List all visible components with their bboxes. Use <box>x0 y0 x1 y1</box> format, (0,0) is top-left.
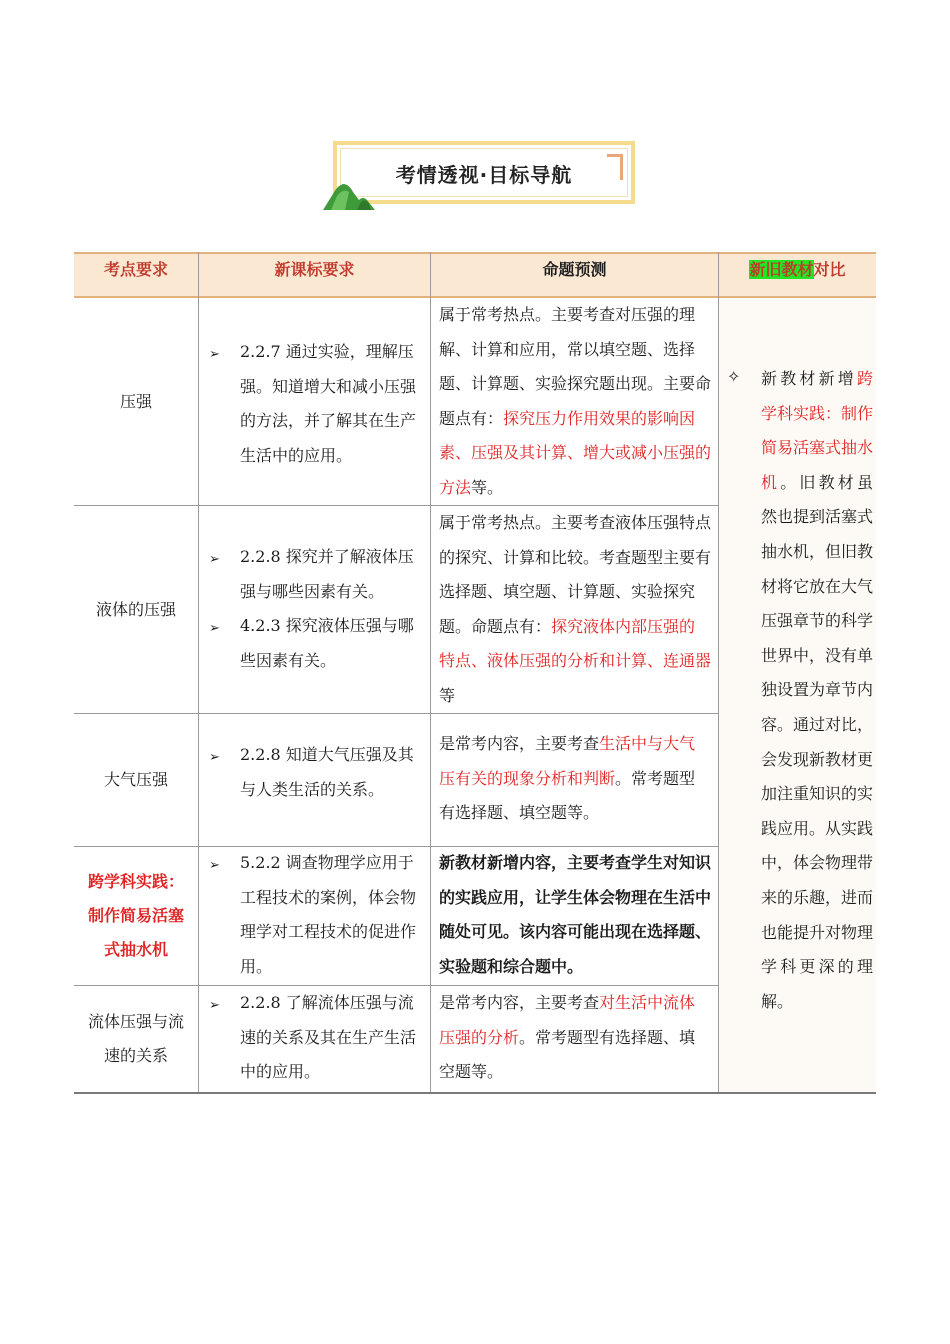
prediction-text <box>439 298 711 506</box>
standard-text: 了解流体压强与流速的关系及其在生产生活中的应用。 <box>240 993 417 1082</box>
standard-item <box>240 609 424 678</box>
arrow-bullet-icon: ➢ <box>209 621 220 636</box>
standard-number: 2.2.8 <box>240 745 281 764</box>
standard-cell <box>199 298 430 505</box>
compare-text-part1: 新教材新增 <box>761 369 857 388</box>
standard-item <box>240 540 424 609</box>
standard-item <box>240 335 424 473</box>
header-compare-tail: 对比 <box>813 260 846 279</box>
standard-text: 探究并了解液体压强与哪些因素有关。 <box>240 547 414 601</box>
compare-text <box>761 362 873 1019</box>
prediction-cell <box>431 714 718 846</box>
prediction-highlight: 生活中与大气压有关的现象分析和判断 <box>439 734 696 788</box>
arrow-bullet-icon: ➢ <box>209 858 220 873</box>
prediction-text <box>439 506 711 714</box>
prediction-segment: 。常考题型有选择题、填空题等。 <box>439 768 696 823</box>
topic-cell: 流体压强与流速的关系 <box>87 1012 184 1065</box>
exam-table <box>74 252 876 1094</box>
prediction-text: 新教材新增内容，主要考查学生对知识的实践应用，让学生体会物理在生活中随处可见。该内容可能出现在选择题、实验题和综合题中。 <box>439 853 712 976</box>
prediction-highlight: 探究压力作用效果的影响因素、压强及其计算、增大或减小压强的方法 <box>439 408 712 497</box>
prediction-cell <box>431 506 718 713</box>
header-topic: 考点要求 <box>74 252 198 298</box>
page-title: 考情透视·目标导航 <box>395 163 573 187</box>
prediction-highlight: 对生活中流体压强的分析 <box>439 993 696 1047</box>
standard-text: 知道大气压强及其与人类生活的关系。 <box>240 745 414 799</box>
standard-number: 2.2.8 <box>240 547 281 566</box>
standard-number: 5.2.2 <box>240 853 281 872</box>
prediction-cell <box>431 298 718 505</box>
topic-cell: 跨学科实践：制作简易活塞式抽水机 <box>87 872 184 959</box>
standard-item <box>240 846 424 984</box>
topic-cell: 液体的压强 <box>95 599 176 619</box>
compare-column <box>719 298 876 1092</box>
compare-text-part3: 。旧教材虽然也提到活塞式抽水机，但旧教材将它放在大气压强章节的科学世界中，没有单独设置为章节内容。通过对比，会发现新教材更加注重知识的实践应用。从实践中，体会物理带来的乐趣，进而也能提升对物理学科更深的理解。 <box>761 472 874 1011</box>
standard-text: 通过实验，理解压强。知道增大和减小压强的方法，并了解其在生产生活中的应用。 <box>240 342 417 465</box>
prediction-segment: 是常考内容，主要考查 <box>439 993 600 1012</box>
standard-cell <box>199 986 430 1092</box>
prediction-text <box>439 727 711 831</box>
header-standard: 新课标要求 <box>199 252 430 298</box>
table-bottom-border <box>74 1092 876 1094</box>
arrow-bullet-icon: ➢ <box>209 750 220 765</box>
arrow-bullet-icon: ➢ <box>209 998 220 1013</box>
prediction-cell <box>431 847 718 985</box>
mountain-icon <box>323 180 375 210</box>
compare-text-highlight: 跨学科实践：制作简易活塞式抽水机 <box>761 369 874 492</box>
prediction-segment: 属于常考热点。主要考查液体压强特点的探究、计算和比较。考查题型主要有选择题、填空题、计算题、实验探究题。命题点有： <box>439 513 712 636</box>
prediction-segment: 。常考题型有选择题、填空题等。 <box>439 1027 696 1082</box>
banner-corner-mark-vertical <box>620 154 623 180</box>
prediction-segment: 是常考内容，主要考查 <box>439 734 600 753</box>
standard-item <box>240 738 424 807</box>
standard-item <box>240 986 424 1090</box>
standard-cell <box>199 847 430 985</box>
header-compare-highlight: 新旧教材 <box>749 260 814 279</box>
prediction-text <box>439 986 711 1090</box>
title-banner <box>333 141 635 204</box>
standard-text: 调查物理学应用于工程技术的案例，体会物理学对工程技术的促进作用。 <box>240 853 417 976</box>
column-divider <box>718 252 719 1094</box>
header-compare <box>719 252 876 298</box>
header-prediction: 命题预测 <box>431 252 718 298</box>
standard-number: 2.2.8 <box>240 993 281 1012</box>
prediction-segment: 等。 <box>471 477 504 497</box>
topic-cell: 大气压强 <box>103 770 168 789</box>
prediction-highlight: 探究液体内部压强的特点、液体压强的分析和计算、连通器 <box>439 616 712 671</box>
prediction-segment: 属于常考热点。主要考查对压强的理解、计算和应用，常以填空题、选择题、计算题、实验探究题出现。主要命题点有： <box>439 305 712 428</box>
standard-cell <box>199 714 430 846</box>
arrow-bullet-icon: ➢ <box>209 347 220 362</box>
sparkle-bullet-icon: ✧ <box>727 367 741 386</box>
prediction-cell <box>431 986 718 1092</box>
standard-text: 探究液体压强与哪些因素有关。 <box>240 616 414 670</box>
standard-number: 4.2.3 <box>240 616 281 635</box>
topic-cell: 压强 <box>119 391 152 411</box>
prediction-segment: 等 <box>439 685 456 705</box>
standard-cell <box>199 506 430 713</box>
arrow-bullet-icon: ➢ <box>209 552 220 567</box>
standard-number: 2.2.7 <box>240 342 281 361</box>
